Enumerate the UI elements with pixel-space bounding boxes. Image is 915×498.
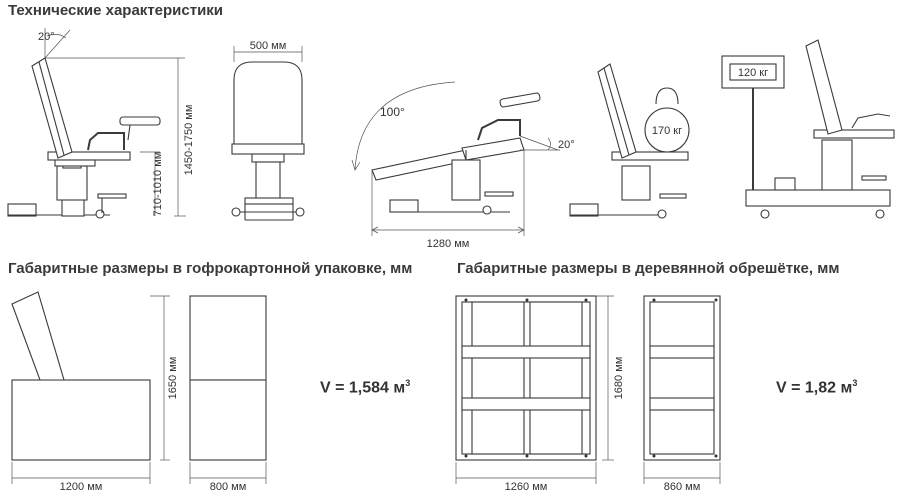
height-seat-label: 710-1010 мм	[152, 151, 164, 217]
crate-length-label: 1260 мм	[504, 481, 548, 493]
cardboard-height-label: 1650 мм	[167, 356, 179, 400]
cardboard-width-label: 800 мм	[209, 481, 247, 493]
angle-leg-label: 20°	[558, 139, 575, 151]
cardboard-box-icon	[12, 292, 266, 493]
height-total-label: 1450-1750 мм	[183, 104, 195, 176]
gynecological-chair-back-icon	[232, 40, 304, 220]
crate-volume-text: V = 1,82 м	[776, 379, 853, 397]
crate-width-label: 860 мм	[663, 481, 701, 493]
kettlebell-icon	[570, 64, 689, 218]
crate-volume-unit: 3	[852, 378, 858, 388]
cardboard-volume-text: V = 1,584 м	[320, 379, 406, 397]
cardboard-length-label: 1200 мм	[59, 481, 103, 493]
cardboard-title: Габаритные размеры в гофрокартонной упаковке, мм	[8, 260, 413, 277]
cardboard-volume-unit: 3	[405, 378, 411, 388]
scale-icon	[722, 40, 894, 218]
angle-back-label: 20°	[38, 31, 55, 43]
crate-title: Габаритные размеры в деревянной обрешётке, мм	[457, 260, 840, 277]
load-weight-label: 170 кг	[651, 125, 683, 137]
scale-weight-label: 120 кг	[737, 67, 769, 79]
gynecological-chair-side-icon	[8, 28, 195, 218]
wooden-crate-icon	[456, 296, 720, 493]
width-seat-label: 500 мм	[249, 40, 287, 52]
specs-title: Технические характеристики	[8, 2, 224, 19]
crate-height-label: 1680 мм	[613, 356, 625, 400]
length-flat-label: 1280 мм	[426, 238, 470, 250]
chair-recline-icon	[352, 82, 575, 250]
angle-recline-label: 100°	[380, 105, 405, 119]
